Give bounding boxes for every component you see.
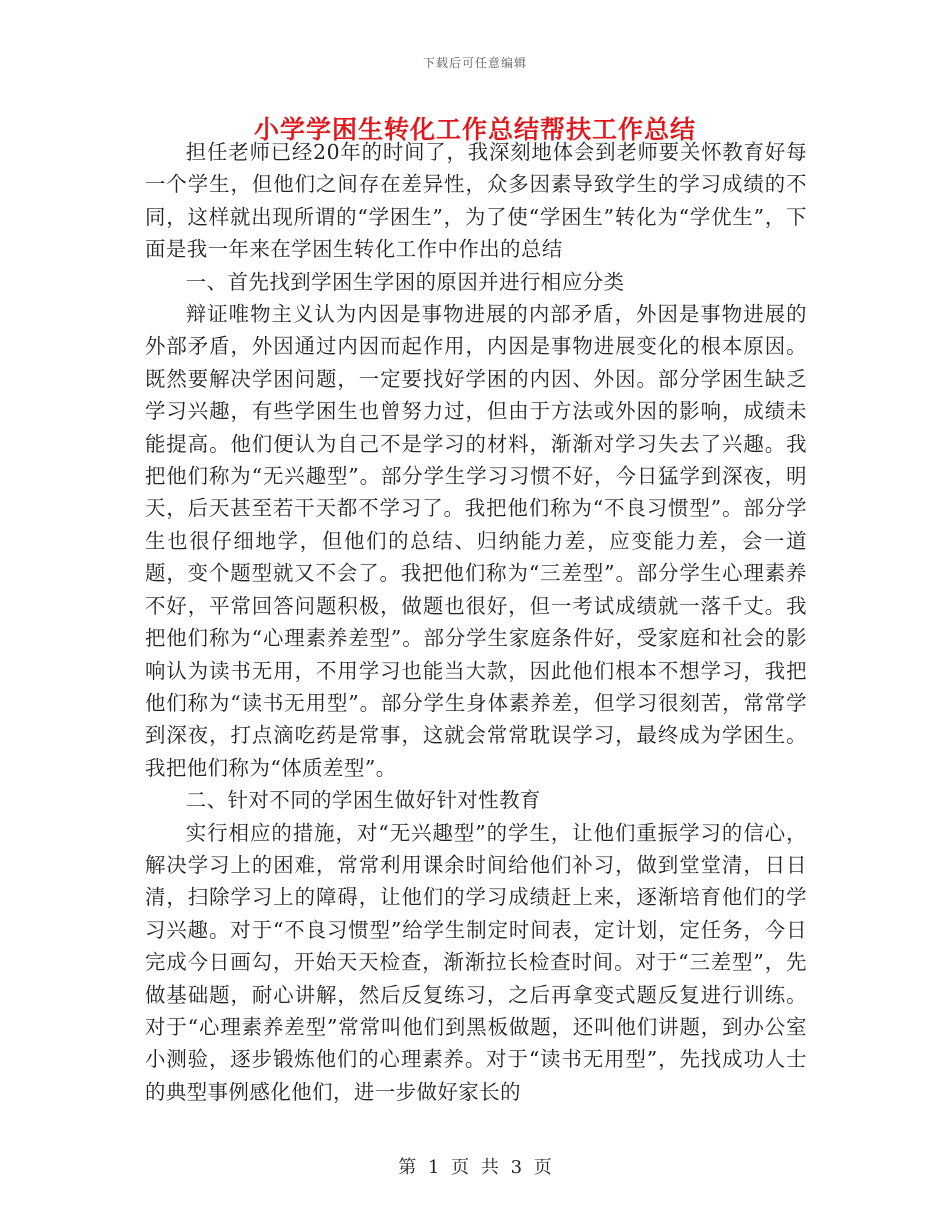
section-heading-2: 二、针对不同的学困生做好针对性教育: [185, 788, 541, 813]
header-note: 下载后可任意编辑: [422, 56, 527, 70]
section-heading-1: 一、首先找到学困生学困的原因并进行相应分类: [185, 269, 625, 294]
paragraph-causes: 辩证唯物主义认为内因是事物进展的内部矛盾，外因是事物进展的外部矛盾，外因通过内因而起作用，内因是事物进展变化的根本原因。既然要解决学困问题，一定要找好学困的内因、外因。部分学困生缺乏学习兴趣，有些学困生也曾努力过，但由于方法或外因的影响，成绩未能提高。他们便认为自己不是学习的材料，渐渐对学习失去了兴趣。我把他们称为“无兴趣型”。部分学生学习习惯不好，今日猛学到深夜，明天，后天甚至若干天都不学习了。我把他们称为“不良习惯型”。部分学生也很仔细地学，但他们的总结、归纳能力差，应变能力差，会一道题，变个题型就又不会了。我把他们称为“三差型”。部分学生心理素养不好，平常回答问题积极，做题也很好，但一考试成绩就一落千丈。我把他们称为“心理素养差型”。部分学生家庭条件好，受家庭和社会的影响认为读书无用，不用学习也能当大款，因此他们根本不想学习，我把他们称为“读书无用型”。部分学生身体素养差，但学习很刻苦，常常学到深夜，打点滴吃药是常事，这就会常常耽误学习，最终成为学困生。我把他们称为“体质差型”。: [145, 302, 807, 780]
document-body: [145, 136, 807, 1108]
page-footer: 第 1 页 共 3 页: [398, 1157, 552, 1178]
paragraph-intro: 担任老师已经20年的时间了，我深刻地体会到老师要关怀教育好每一个学生，但他们之间存在差异性，众多因素导致学生的学习成绩的不同，这样就出现所谓的“学困生”，为了使“学困生”转化为“学优生”，下面是我一年来在学困生转化工作中作出的总结: [145, 140, 807, 262]
paragraph-measures: 实行相应的措施，对“无兴趣型”的学生，让他们重振学习的信心，解决学习上的困难，常常利用课余时间给他们补习，做到堂堂清，日日清，扫除学习上的障碍，让他们的学习成绩赶上来，逐渐培育他们的学习兴趣。对于“不良习惯型”给学生制定时间表，定计划，定任务，今日完成今日画勾，开始天天检查，渐渐拉长检查时间。对于“三差型”，先做基础题，耐心讲解，然后反复练习，之后再拿变式题反复进行训练。对于“心理素养差型”常常叫他们到黑板做题，还叫他们讲题，到办公室小测验，逐步锻炼他们的心理素养。对于“读书无用型”，先找成功人士的典型事例感化他们，进一步做好家长的: [145, 820, 807, 1104]
document-title: 小学学困生转化工作总结帮扶工作总结: [253, 115, 696, 144]
